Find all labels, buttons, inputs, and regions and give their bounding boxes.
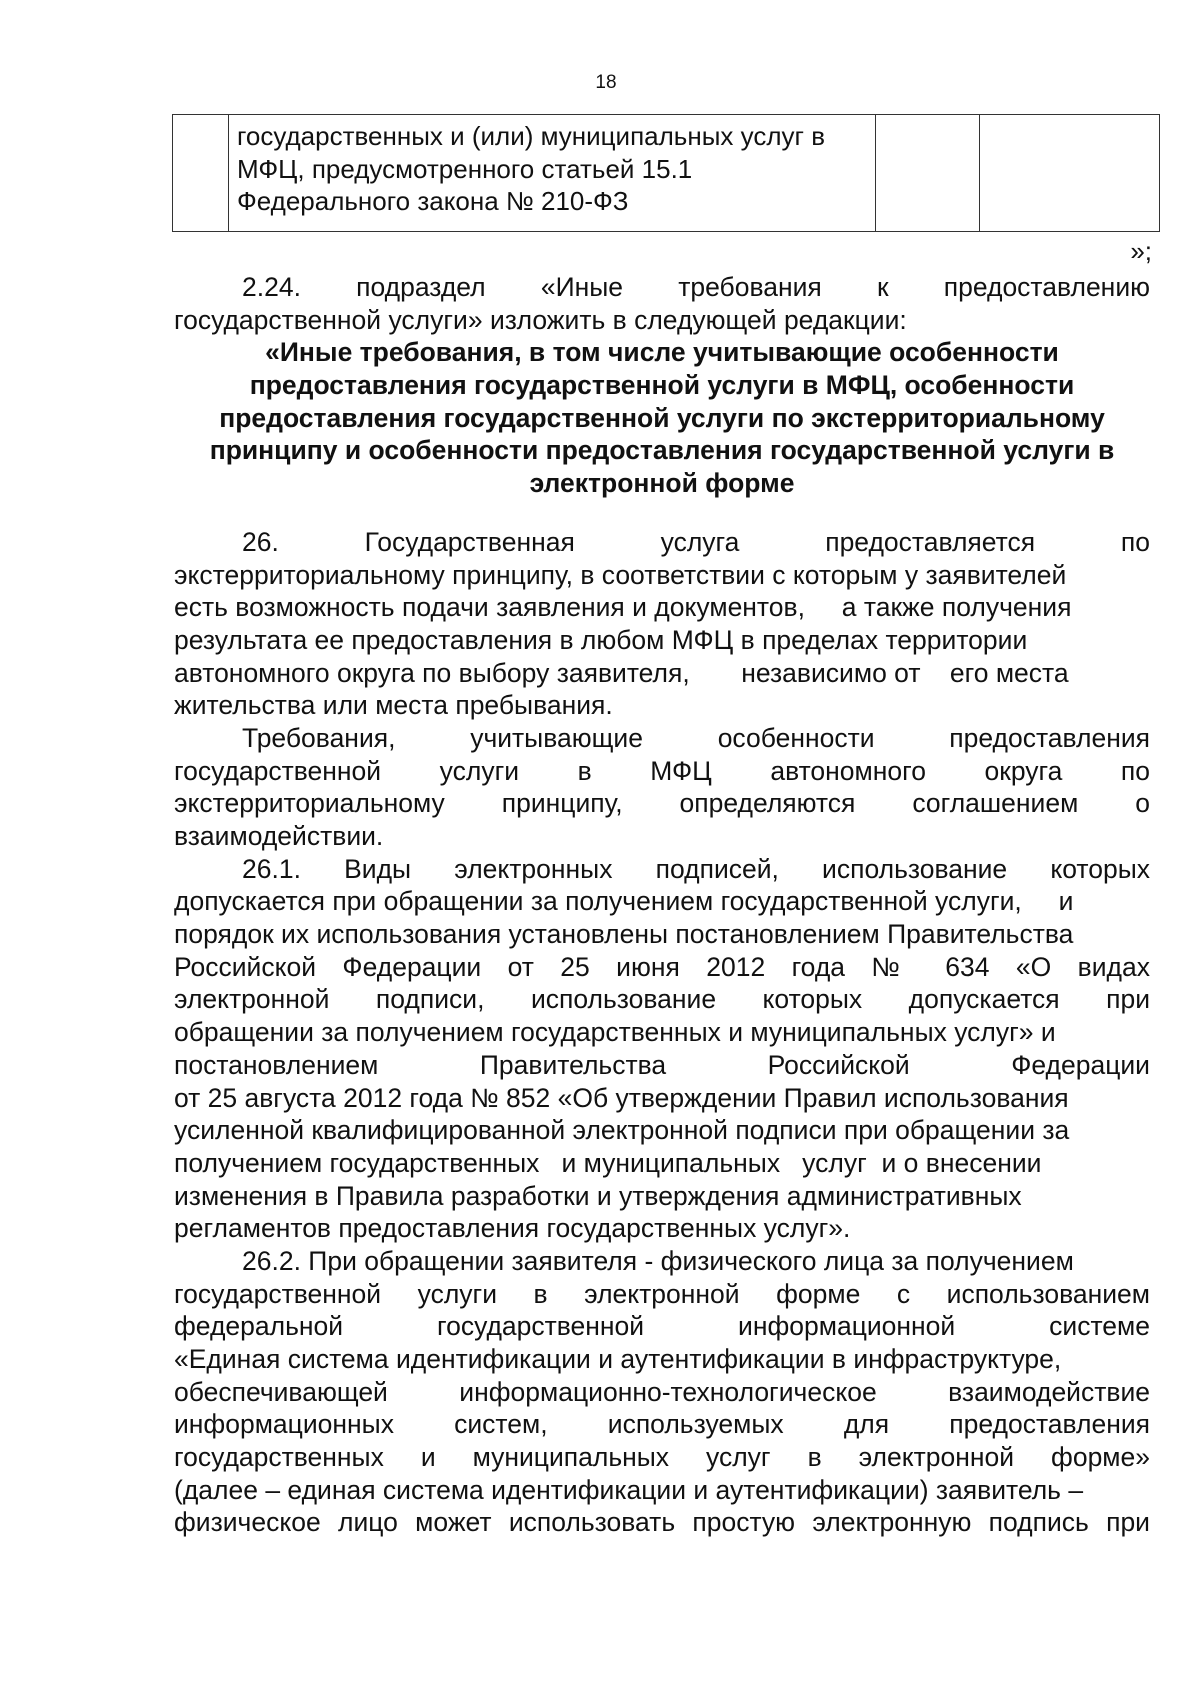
paragraph-line: экстерриториальному принципу, определяются соглашением о [174, 788, 1150, 819]
document-body [174, 271, 1150, 1539]
paragraph-line: Российской Федерации от 25 июня 2012 года № 634 «О видах [174, 951, 1150, 982]
paragraph-line: результата ее предоставления в любом МФЦ в пределах территории [174, 624, 1028, 655]
paragraph-line: информационных систем, используемых для предоставления [174, 1409, 1150, 1440]
paragraph-line: порядок их использования установлены постановлением Правительства [174, 919, 1074, 950]
paragraph-line: обеспечивающей информационно-технологическое взаимодействие [174, 1376, 1150, 1407]
table-cell-empty [980, 115, 1160, 232]
paragraph-line: 2.24. подраздел «Иные требования к предоставлению [242, 272, 1150, 302]
paragraph-line: от 25 августа 2012 года № 852 «Об утверждении Правил использования [174, 1082, 1069, 1113]
paragraph-line: Требования, учитывающие особенности предоставления [242, 722, 1150, 753]
paragraph-line: жительства или места пребывания. [174, 690, 613, 721]
paragraph-line: государственной услуги» изложить в следующей редакции: [174, 304, 907, 335]
paragraph-line: взаимодействии. [174, 821, 384, 851]
paragraph-line: физическое лицо может использовать простую электронную подпись при [174, 1507, 1150, 1538]
paragraph-line: 26.2. При обращении заявителя - физического лица за получением [242, 1245, 1074, 1276]
paragraph-line: федеральной государственной информационной системе [174, 1311, 1150, 1342]
paragraph-line: (далее – единая система идентификации и аутентификации) заявитель – [174, 1474, 1084, 1505]
paragraph-line: допускается при обращении за получением государственной услуги, и [174, 886, 1074, 917]
paragraph-line: электронной подписи, использование которых допускается при [174, 984, 1150, 1015]
paragraph-line: государственной услуги в электронной форме с использованием [174, 1278, 1150, 1309]
paragraph-line: государственной услуги в МФЦ автономного округа по [174, 755, 1150, 786]
table-cell-line: МФЦ, предусмотренного статьей 15.1 [237, 153, 693, 184]
paragraph-line: 26.1. Виды электронных подписей, использование которых [242, 853, 1150, 884]
section-heading-line: принципу и особенности предоставления государственной услуги в [209, 435, 1115, 466]
spacer [174, 500, 1150, 526]
paragraph-line: 26. Государственная услуга предоставляется по [242, 526, 1150, 557]
paragraph-line: регламентов предоставления государственных услуг». [174, 1213, 851, 1244]
section-heading-line: предоставления государственной услуги по экстерриториальному [219, 402, 1105, 433]
section-heading-line: предоставления государственной услуги в МФЦ, особенности [249, 370, 1075, 401]
section-heading-line: «Иные требования, в том числе учитывающие особенности [265, 337, 1059, 368]
paragraph-line: автономного округа по выбору заявителя, независимо от его места [174, 657, 1069, 688]
paragraph-line: постановлением Правительства Российской Федерации [174, 1049, 1150, 1080]
table-cell-number [173, 115, 229, 232]
page-number: 18 [595, 72, 617, 93]
paragraph-line: изменения в Правила разработки и утверждения административных [174, 1180, 1022, 1211]
table-row [173, 115, 1160, 232]
section-heading-line: электронной форме [529, 468, 795, 499]
table-cell-text [229, 115, 876, 232]
paragraph-line: усиленной квалифицированной электронной подписи при обращении за [174, 1115, 1070, 1146]
paragraph-line: получением государственных и муниципальных услуг и о внесении [174, 1147, 1042, 1178]
table-cell-empty [876, 115, 980, 232]
table-cell-line: государственных и (или) муниципальных услуг в [237, 121, 826, 151]
paragraph-line: обращении за получением государственных и муниципальных услуг» и [174, 1017, 1056, 1048]
table-cell-line: Федерального закона № 210-ФЗ [237, 186, 629, 217]
closing-quote: »; [1130, 236, 1152, 266]
paragraph-line: государственных и муниципальных услуг в электронной форме» [174, 1442, 1150, 1473]
continuation-table [172, 114, 1160, 232]
paragraph-line: экстерриториальному принципу, в соответствии с которым у заявителей [174, 559, 1067, 590]
paragraph-line: «Единая система идентификации и аутентификации в инфраструктуре, [174, 1344, 1062, 1374]
paragraph-line: есть возможность подачи заявления и документов, а также получения [174, 592, 1072, 623]
